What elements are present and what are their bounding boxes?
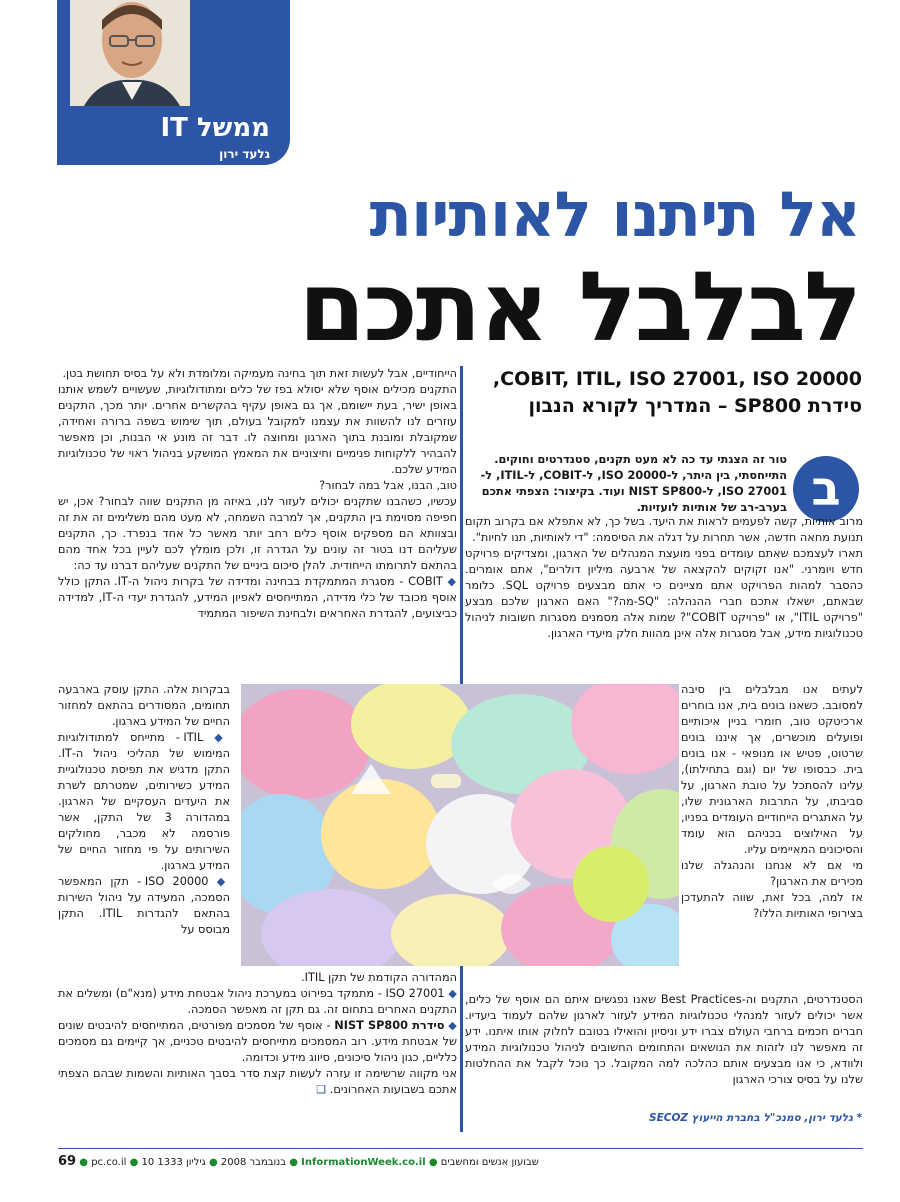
diamond-bullet-icon: ◆ [447, 575, 457, 588]
paragraph: המהדורה הקודמת של תקן ITIL. [301, 971, 457, 984]
drop-cap: ב [793, 456, 859, 522]
page-number: 69 [58, 1154, 77, 1169]
headline-line-1: אל תיתנו לאותיות [369, 178, 860, 251]
footer-issue-number: גיליון 1333 [157, 1157, 206, 1168]
right-column-text [465, 514, 863, 642]
list-item-cobit: ◆ COBIT - מסגרת המתמקדת בבחינה ומדידה של בקרות ניהול ה-IT. התקן כולל אוסף מכובד של כלי מדידה, המתייחסים לאפיון המידע, להגדרת יעדי ה-IT, למדידה כביצועים, להגדרת האחראים ולבחינת השיפור המתמיד [58, 575, 457, 620]
paragraph: אז למה, בכל זאת, שווה להתעדכן בצירופי האותיות הללו? [681, 891, 863, 920]
paragraph: התקנים מכילים אוסף שלא יסולא בפז של כלים ומתודולוגיות, שעשויים לשמש אותנו באופן ישיר, בעת יישומם, אך גם באופן עקיף בהקשרים אחרים. יותר מכך, התקנים עוזרים לנו להשוות את עצמנו למקובל בעולם, תוך שימוש בשפה ברורה ואחידה, שמקובלת ומובנת בתוך הארגון ומחוצה לו. דבר זה מונע אי הבנות, וכן מאפשר להבהיר ללקוחות פנימיים וחיצוניים את המאמץ המושקע בניהול ראוי של טכנולוגיות המידע שלכם. [58, 383, 457, 476]
author-photo [70, 0, 190, 106]
left-column-text [58, 366, 457, 622]
page-footer [58, 1154, 863, 1170]
diamond-bullet-icon: ◆ [448, 987, 458, 1000]
bottom-right-text: הסטנדרטים, התקנים וה-Best Practices שאנו נפגשים איתם הם אוסף של כלים, אשר יכולים לעזור למנהלי טכנולוגיות המידע לעזור לארגון שלהם לעמוד ביעדיו. חברים חכמים ברחבי העולם צברו ידע וניסיון והואילו בטובם לחלוק אותו איתנו. ידע זה מאפשר לנו לזהות את הנושאים והתחומים החשובים לניהול טכנולוגיות המידע ולוודא, כי אנו מבצעים אותם כהלכה למה המקובל. כך נוכל לקבל את ההחלטות שלנו על בסיס צורכי הארגון [465, 993, 863, 1086]
bottom-left-text [58, 970, 457, 1098]
end-mark-icon: ❑ [316, 1083, 327, 1096]
left-wrap-text [58, 682, 230, 938]
author-footnote: * גלעד ירון, סמנכ"ל בחברת הייעוץ SECOZ [649, 1112, 862, 1124]
footer-divider [58, 1148, 863, 1149]
lead-paragraph: טור זה הצגתי עד כה לא מעט תקנים, סטנדרטים וחוקים. התייחסתי, בין היתר, ל-ISO 20000, ל-COBIT, ל-ITIL, ל-ISO 27001, ל-NIST SP800 ועוד. בקיצור: הצפתי אתכם בערב-רב של אותיות לועזיות. [480, 453, 787, 514]
list-item-nist: ◆ סידרת NIST SP800 - אוסף של מסמכים מפורטים, המתייחסים להיבטים שונים של אבטחת מידע. רוב המסמכים מתייחסים להיבטים טכניים, אך קיימים גם מסמכים כלליים, כגון ניהול סיכונים, סיווג מידע וכדומה. [58, 1019, 458, 1064]
subheadline: COBIT, ITIL, ISO 27001, ISO 20000, סידרת SP800 – המדריך לקורא הנבון [492, 368, 862, 417]
list-item-iso27001: ◆ ISO 27001 - מתמקד בפירוט במערכת ניהול אבטחת מידע (מנא"ם) ומשלים את התקנים האחרים בתחום זה. גם תקן זה מאפשר הסמכה. [58, 987, 458, 1016]
paragraph: אני מקווה שרשימה זו עזרה לעשות קצת סדר בסבך האותיות והשמות שבהם הצפתי אתכם בשבועות האחרונים. ❑ [58, 1067, 457, 1096]
right-wrap-text [681, 682, 863, 922]
list-item-iso20000: ◆ ISO 20000 - תקן המאפשר הסמכה, המעידה על ניהול השירות בהתאם להגדרות ITIL. התקן מבוסס על [58, 875, 230, 936]
footer-left: 69 ● pc.co.il ● 10 בנובמבר 2008 ● גיליון 1333 ● InformationWeek.co.il ● שבועון אנשים ומחשבים [58, 1154, 539, 1169]
headline-line-2: לבלבל אתכם [298, 251, 860, 363]
paragraph: מי אם לא אנחנו והנהגלה שלנו מכירים את הארגון? [681, 859, 863, 888]
diamond-bullet-icon: ◆ [214, 731, 230, 744]
footer-site: pc.co.il [91, 1157, 127, 1168]
candy-letters-image [241, 684, 679, 966]
paragraph: בבקרות אלה. התקן עוסק בארבעה תחומים, המסודרים בהתאם למחזור החיים של המידע בארגון. [58, 683, 230, 728]
footer-issue-date: 10 בנובמבר 2008 [141, 1157, 287, 1168]
diamond-bullet-icon: ◆ [448, 1019, 458, 1032]
paragraph: הייחודיים, אבל לעשות זאת תוך בחינה מעמיקה ומלומדת ולא על בסיס תחושת בטן. [62, 367, 457, 380]
subheading: טוב, הבנו, אבל במה לבחור? [319, 479, 457, 492]
footer-publication: שבועון אנשים ומחשבים [440, 1157, 539, 1168]
diamond-bullet-icon: ◆ [216, 875, 230, 888]
column-title: ממשל IT [160, 113, 270, 143]
paragraph: מרוב אותיות, קשה לפעמים לראות את היעד. בשל כך, לא אתפלא אם בקרוב תקום תנועת מחאה חדשה, אשר תחרות על דגלה את הסיסמה: "די לאותיות, תנו לחיות". [465, 515, 863, 544]
paragraph: עכשיו, כשהבנו שתקנים יכולים לעזור לנו, באיזה מן התקנים שווה לבחור? אכן, יש חפיפה מסוימת בין התקנים, אך למרבה השמחה, לא מעט מהם משלימים זה את זה ובצוותא הם מספקים אוסף כלים רחב יותר מאשר כל אחד בנפרד. כך, התקנים שעליהם דנו בטור זה עונים על הגדרה זו, ולכן מומלץ לכם לעיין בכל אחד מהם בהתאם לתרומתו הייחודית. להלן סיכום ביניים של התקנים שעליהם דברנו עד כה: [58, 495, 457, 572]
paragraph: לעתים אנו מבלבלים בין סיבה למסובב. כשאנו בונים בית, אנו בוחרים ארכיטקט טוב, חומרי בניין איכותיים ופועלים מוכשרים, אך איננו בונים שרטוט, פטיש או מנופאי - אנו בונים בית. כבסופו של יום (וגם בתחילתו), עלינו להסתכל על טובת הארגון, על סביבתו, על התרבות הארגונית שלו, על האתגרים הייחודיים העומדים בפניו, על האילוצים בכניהם הוא עומד והסיכונים המאיימים עליו. [681, 683, 863, 856]
paragraph: תארו לעצמכם שאתם עומדים בפני מועצת המנהלים של הארגון, ומצדיקים פרויקט חדש ויומרני. "אנו זקוקים להקצאה של ארבעה מיליון דולרים", אתם אומרים. כהסבר למהות הפרויקט אתם מציינים כי אתם מבצעים פרויקט SQL. כלומר שבאתם, ישאלו אתכם חברי ההנהלה: "SQ-מה?" האם הארגון שלכם מבצע "פרויקט ITIL", או "פרויקט COBIT"? שמות אלה מסמנים מסגרות חשובות לניהול טכנולוגיות מידע, אבל מסגרות אלה אינן מהוות חלק מיעדי הארגון. [465, 547, 863, 640]
column-author: גלעד ירון [219, 147, 270, 161]
list-item-itil: ◆ ITIL - מתייחס למתודולוגיות המימוש של תהליכי ניהול ה-IT. התקן מדגיש את תפיסת טכנולוגיית המידע כשירותים, שמטרתם לשרת את היעדים העסקיים של הארגון. במהדורה 3 של התקן, אשר פורסמה לא מכבר, מחולקים השירותים על פי מחזור החיים של המידע בארגון. [58, 731, 230, 872]
footer-iw-site: InformationWeek.co.il [301, 1157, 426, 1168]
